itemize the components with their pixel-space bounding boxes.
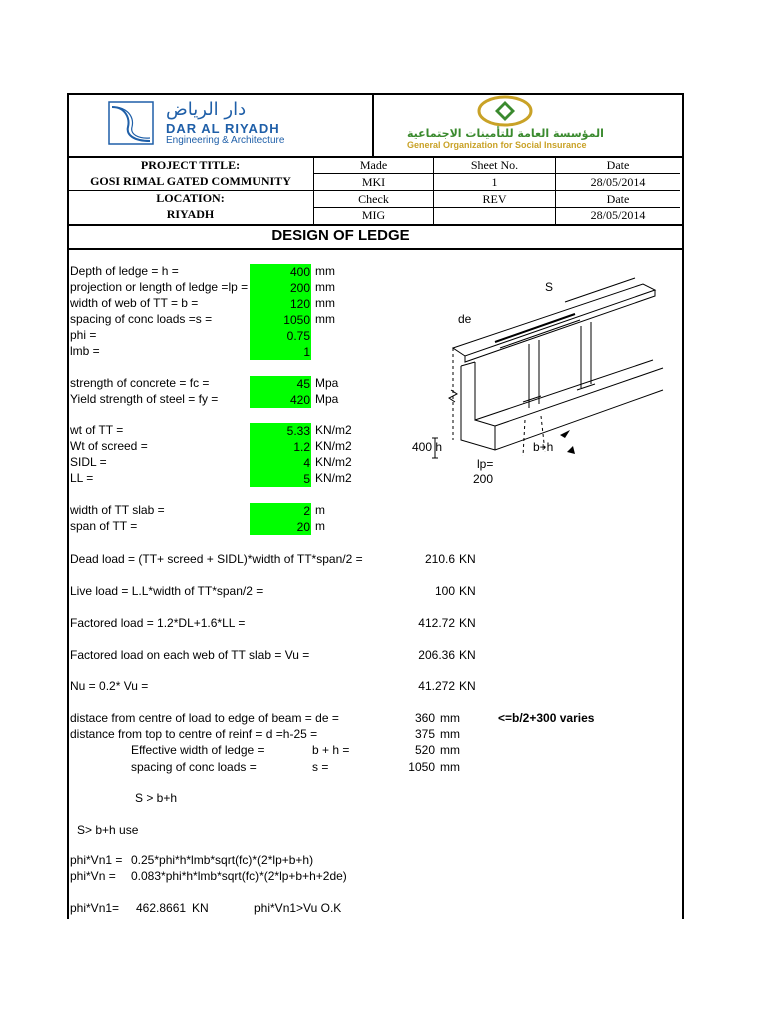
de-label: distace from centre of load to edge of beam = de = (70, 711, 339, 725)
diagram-label-bh: b+h (533, 440, 554, 454)
input-value[interactable]: 5 (250, 471, 311, 487)
sheet-no-value: 1 (491, 175, 498, 189)
input-value[interactable]: 1.2 (250, 439, 311, 455)
input-label: Depth of ledge = h = (70, 264, 179, 278)
input-value[interactable]: 4 (250, 455, 311, 471)
input-unit: m (315, 503, 325, 517)
ledge-diagram (405, 270, 665, 490)
diagram-label-lp-value: 200 (473, 472, 494, 486)
input-label: strength of concrete = fc = (70, 376, 210, 390)
load-unit: KN (459, 648, 476, 662)
date-value: 28/05/2014 (590, 175, 646, 189)
de-note: <=b/2+300 varies (498, 711, 595, 725)
spacing-value: 1050 (408, 760, 435, 774)
input-unit: Mpa (315, 392, 339, 406)
load-value: 210.6 (424, 552, 455, 566)
input-label: Wt of screed = (70, 439, 148, 453)
gosi-logo (395, 95, 665, 153)
input-value[interactable]: 120 (250, 296, 311, 312)
input-label: projection or length of ledge =lp = (70, 280, 249, 294)
load-value: 206.36 (418, 648, 455, 662)
dar-al-riyadh-logo (108, 101, 318, 147)
grid-line (67, 248, 682, 250)
de-value: 360 (414, 711, 435, 725)
input-label: Yield strength of steel = fy = (70, 392, 219, 406)
load-label: Dead load = (TT+ screed + SIDL)*width of TT*span/2 = (70, 552, 363, 566)
load-label: Factored load = 1.2*DL+1.6*LL = (70, 616, 246, 630)
result-label: phi*Vn1= (70, 901, 120, 915)
load-unit: KN (459, 616, 476, 630)
formula-2: 0.083*phi*h*lmb*sqrt(fc)*(2*lp+b+h+2de) (131, 869, 347, 883)
input-value[interactable]: 400 (250, 264, 311, 280)
load-label: Factored load on each web of TT slab = Vu = (70, 648, 310, 662)
input-value[interactable]: 200 (250, 280, 311, 296)
project-title: GOSI RIMAL GATED COMMUNITY (90, 174, 291, 188)
d-value: 375 (414, 727, 435, 741)
input-unit: m (315, 519, 325, 533)
made-value: MKI (361, 175, 386, 189)
input-label: SIDL = (70, 455, 107, 469)
location-label: LOCATION: (156, 191, 225, 205)
input-label: width of web of TT = b = (70, 296, 199, 310)
load-unit: KN (459, 679, 476, 693)
load-value: 100 (434, 584, 455, 598)
input-unit: Mpa (315, 376, 339, 390)
made-label: Made (359, 158, 388, 172)
eff-width-expr: b + h = (312, 743, 350, 757)
spacing-unit: mm (440, 760, 460, 774)
input-value[interactable]: 20 (250, 519, 311, 535)
formula-1-label: phi*Vn1 = (70, 853, 123, 867)
d-label: distance from top to centre of reinf = d =h-25 = (70, 727, 318, 741)
input-unit: KN/m2 (315, 455, 352, 469)
input-value[interactable]: 1050 (250, 312, 311, 328)
input-unit: mm (315, 296, 335, 310)
load-value: 41.272 (418, 679, 455, 693)
input-label: span of TT = (70, 519, 138, 533)
load-unit: KN (459, 552, 476, 566)
dar-logo-icon (108, 101, 154, 145)
dar-logo-name: DAR AL RIYADH (166, 121, 280, 136)
logo-divider (372, 93, 374, 157)
input-label: LL = (70, 471, 94, 485)
input-label: phi = (70, 328, 97, 342)
d-unit: mm (440, 727, 460, 741)
load-value: 412.72 (418, 616, 455, 630)
eff-width-value: 520 (414, 743, 435, 757)
formula-1: 0.25*phi*h*lmb*sqrt(fc)*(2*lp+b+h) (131, 853, 314, 867)
diagram-label-h: 400 h (412, 440, 443, 454)
input-value[interactable]: 420 (250, 392, 311, 408)
check-value: MIG (361, 208, 386, 222)
load-label: Nu = 0.2* Vu = (70, 679, 149, 693)
comparison-2: S> b+h use (77, 823, 139, 837)
eff-width-label: Effective width of ledge = (131, 743, 265, 757)
input-unit: KN/m2 (315, 423, 352, 437)
grid-line (313, 173, 680, 174)
load-label: Live load = L.L*width of TT*span/2 = (70, 584, 264, 598)
input-value[interactable]: 1 (250, 344, 311, 360)
spacing-expr: s = (312, 760, 329, 774)
input-value[interactable]: 0.75 (250, 328, 311, 344)
input-value[interactable]: 2 (250, 503, 311, 519)
result-check: phi*Vn1>Vu O.K (254, 901, 342, 915)
de-unit: mm (440, 711, 460, 725)
result-unit: KN (192, 901, 209, 915)
dar-logo-arabic: دار الرياض (166, 99, 247, 120)
location: RIYADH (166, 207, 215, 221)
diagram-label-de: de (458, 312, 472, 326)
input-label: width of TT slab = (70, 503, 165, 517)
input-unit: KN/m2 (315, 439, 352, 453)
eff-width-unit: mm (440, 743, 460, 757)
grid-line (67, 224, 682, 226)
input-unit: mm (315, 312, 335, 326)
input-label: lmb = (70, 344, 100, 358)
input-label: spacing of conc loads =s = (70, 312, 213, 326)
project-title-label: PROJECT TITLE: (140, 158, 241, 172)
input-unit: KN/m2 (315, 471, 352, 485)
ledge-drawing (405, 270, 665, 490)
comparison-1: S > b+h (135, 791, 178, 805)
gosi-logo-arabic: المؤسسة العامة للتأمينات الاجتماعية (407, 127, 604, 140)
diagram-label-s: S (545, 280, 554, 294)
gosi-logo-name: General Organization for Social Insurance (407, 140, 587, 150)
rev-label: REV (482, 192, 507, 206)
result-value: 462.8661 (136, 901, 187, 915)
gosi-emblem-icon (475, 95, 535, 127)
input-unit: mm (315, 280, 335, 294)
input-value[interactable]: 45 (250, 376, 311, 392)
load-unit: KN (459, 584, 476, 598)
input-label: wt of TT = (70, 423, 124, 437)
input-unit: mm (315, 264, 335, 278)
date-label-2: Date (606, 192, 630, 206)
check-label: Check (358, 192, 389, 206)
spacing-label: spacing of conc loads = (131, 760, 257, 774)
input-value[interactable]: 5.33 (250, 423, 311, 439)
sheet-no-label: Sheet No. (470, 158, 519, 172)
dar-logo-sub: Engineering & Architecture (166, 135, 285, 146)
date-value-2: 28/05/2014 (590, 208, 646, 222)
page-title: DESIGN OF LEDGE (271, 227, 410, 244)
diagram-label-lp: lp= (477, 457, 494, 471)
formula-2-label: phi*Vn = (70, 869, 116, 883)
date-label: Date (606, 158, 630, 172)
